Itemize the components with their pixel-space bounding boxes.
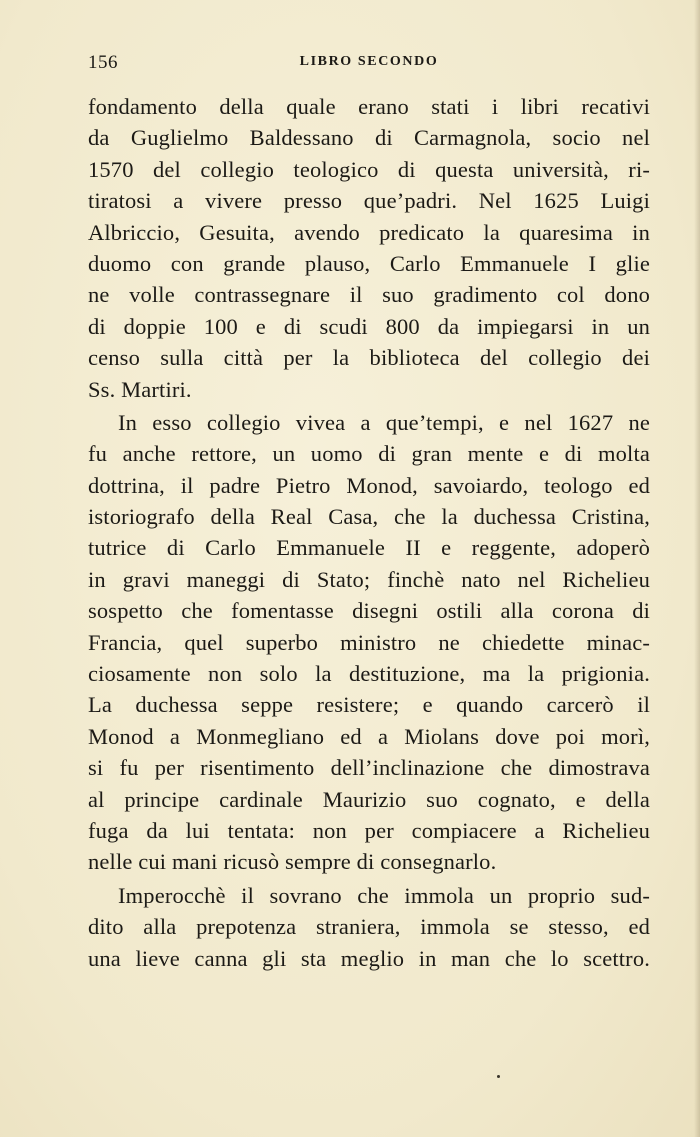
text-line: In esso collegio vivea a que’tempi, e nel 1627 ne (118, 409, 650, 435)
text-line: da Guglielmo Baldessano di Carmagnola, socio nel (88, 125, 650, 151)
text-line: in gravi maneggi di Stato; finchè nato nel Richelieu (88, 566, 650, 592)
text-line: La duchessa seppe resistere; e quando carcerò il (88, 692, 650, 718)
page-header (88, 52, 650, 76)
text-line: fuga da lui tentata: non per compiacere a Richelieu (88, 817, 650, 843)
text-line: nelle cui mani ricusò sempre di consegnarlo. (88, 849, 497, 875)
text-line: istoriografo della Real Casa, che la duchessa Cristina, (88, 504, 650, 530)
paragraph-2 (88, 407, 650, 878)
page-edge-shadow (694, 0, 700, 1137)
text-line: tutrice di Carlo Emmanuele II e reggente, adoperò (88, 535, 650, 561)
text-line: dito alla prepotenza straniera, immola se stesso, ed (88, 914, 650, 940)
text-line: fondamento della quale erano stati i libri recativi (88, 94, 650, 119)
text-line: fu anche rettore, un uomo di gran mente e di molta (88, 441, 650, 467)
paragraph-1 (88, 91, 650, 405)
text-line: tiratosi a vivere presso que’padri. Nel 1625 Luigi (88, 188, 650, 214)
text-line: dottrina, il padre Pietro Monod, savoiardo, teologo ed (88, 472, 650, 498)
running-head: LIBRO SECONDO (299, 54, 439, 69)
text-line: sospetto che fomentasse disegni ostili alla corona di (88, 598, 650, 624)
text-line: al principe cardinale Maurizio suo cognato, e della (88, 786, 650, 812)
text-line: Imperocchè il sovrano che immola un proprio sud- (118, 882, 650, 908)
text-line: ciosamente non solo la destituzione, ma la prigionia. (88, 661, 650, 687)
text-line: Monod a Monmegliano ed a Miolans dove poi morì, (88, 723, 650, 749)
text-line: duomo con grande plauso, Carlo Emmanuele I glie (88, 250, 650, 276)
text-line: una lieve canna gli sta meglio in man che lo scettro. (88, 945, 650, 971)
text-line: Ss. Martiri. (88, 376, 192, 402)
text-line: censo sulla città per la biblioteca del collegio dei (88, 345, 650, 371)
body-text (88, 91, 650, 974)
text-line: Albriccio, Gesuita, avendo predicato la quaresima in (88, 219, 650, 245)
page-number: 156 (88, 52, 118, 73)
text-line: si fu per risentimento dell’inclinazione che dimostrava (88, 755, 650, 781)
paper-speck (497, 1075, 500, 1078)
text-line: Francia, quel superbo ministro ne chiedette minac- (88, 629, 650, 655)
text-line: 1570 del collegio teologico di questa università, ri- (88, 156, 650, 182)
text-line: ne volle contrassegnare il suo gradimento col dono (88, 282, 650, 308)
paragraph-3 (88, 880, 650, 974)
text-line: di doppie 100 e di scudi 800 da impiegarsi in un (88, 313, 650, 339)
